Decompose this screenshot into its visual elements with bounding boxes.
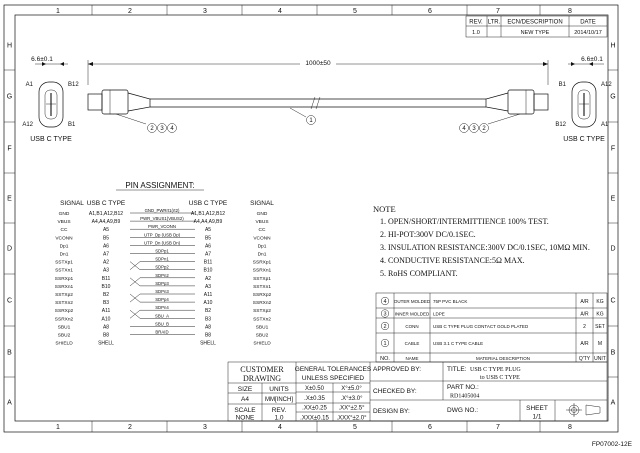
callout-2-left: 2 <box>150 126 154 133</box>
note-2: 2. HI-POT:300V DC/0.1SEC. <box>380 230 476 239</box>
dwg-no-label: DWG NO.: <box>447 407 479 414</box>
callout-1-cable: 1 <box>309 118 313 125</box>
title-value-line2: to USB C TYPE <box>480 375 520 381</box>
size-label: SIZE <box>237 386 253 393</box>
callout-4-right: 4 <box>462 126 466 133</box>
pin-assignment-title: PIN ASSIGNMENT: <box>125 181 195 190</box>
wire-label-7: SDPp2 <box>155 264 169 270</box>
bom-unit: KG <box>596 311 604 318</box>
right-pin-b12: B12 <box>555 122 566 128</box>
wire-label-6: SDPn1 <box>155 256 169 262</box>
units-label: UNITS <box>269 386 289 393</box>
projection-symbol-icon <box>566 403 600 417</box>
left-pin-a12: A12 <box>22 122 33 128</box>
right-pin-2: A5 <box>204 227 212 234</box>
tolerance-angular-3: .XXX°±2.0° <box>336 415 367 422</box>
left-signal-11: SSTXn2 <box>55 301 73 307</box>
grid-column-bottom-1: 1 <box>56 424 60 431</box>
bom-unit: SET <box>595 324 605 330</box>
general-tolerances: GENERAL TOLERANCES <box>294 366 372 373</box>
grid-row-right-C: C <box>610 297 616 305</box>
left-pin-b1: B1 <box>68 122 76 128</box>
bom-no: 1 <box>383 341 387 347</box>
left-pin-7: A3 <box>102 267 110 274</box>
grid-column-bottom-5: 5 <box>353 424 357 431</box>
right-signal-11: SSRXn2 <box>252 301 272 307</box>
right-signal-15: SBU2 <box>255 333 269 339</box>
cable-drawing <box>31 56 604 127</box>
revision-block <box>466 16 607 37</box>
left-pin-8: B11 <box>101 275 111 282</box>
right-pin-12: B2 <box>204 308 212 315</box>
bom-no: 2 <box>383 324 387 330</box>
bom-qty: A/R <box>580 341 589 347</box>
grid-column-top-3: 3 <box>203 8 207 15</box>
form-number: FP07002-12E <box>591 441 632 448</box>
wire-label-11: SDPp4 <box>155 297 169 303</box>
note-5: 5. RoHS COMPLIANT. <box>380 269 458 278</box>
grid-column-top-1: 1 <box>56 8 60 15</box>
pin-assignment-table <box>55 181 275 347</box>
right-signal-0: GND <box>256 212 268 217</box>
grid-column-top-8: 8 <box>568 8 572 15</box>
grid-row-left-D: D <box>6 245 13 253</box>
bom-name: OUTER MOLDED <box>393 299 431 304</box>
scale-label: SCALE <box>234 407 256 414</box>
grid-row-right-H: H <box>610 42 616 50</box>
wire-label-15: BRAID <box>155 329 169 335</box>
bill-of-materials <box>376 293 607 362</box>
right-pin-1: A4,A4,A9,B9 <box>193 219 223 226</box>
left-signal-2: CC <box>60 228 68 234</box>
right-signal-8: SSTXp1 <box>253 276 271 282</box>
left-pin-11: B3 <box>102 300 110 307</box>
tolerance-linear-2: .XX±0.25 <box>302 405 327 412</box>
wire-label-13: SBU_A <box>154 313 170 319</box>
bom-unit: KG <box>596 299 604 305</box>
length-dimension: 1000±50 <box>305 60 331 67</box>
left-pin-5: A7 <box>102 251 110 258</box>
customer-drawing-line2: DRAWING <box>242 374 282 383</box>
customer-drawing-line1: CUSTOMER <box>240 365 284 374</box>
date-value: 2014/10/17 <box>574 30 602 36</box>
bom-qty: 2 <box>583 324 586 330</box>
left-signal-1: VBUS <box>57 220 71 226</box>
left-pin-14: A8 <box>102 324 110 331</box>
size-value: A4 <box>241 396 249 403</box>
note-3: 3. INSULATION RESISTANCE:300V DC/0.1SEC, 10MΩ MIN. <box>380 243 590 252</box>
bom-material: 75P PVC BLACK <box>433 299 468 304</box>
ecn-value: NEW TYPE <box>520 30 550 36</box>
right-width-dimension: 6.6±0.1 <box>581 56 603 63</box>
left-pin-10: B2 <box>102 292 110 298</box>
left-signal-13: SSRXn2 <box>54 317 74 323</box>
callout-2-right: 2 <box>482 126 486 133</box>
ltr-header: LTR. <box>487 19 501 26</box>
part-no-label: PART NO.: <box>447 384 479 391</box>
right-pin-11: A10 <box>203 300 213 307</box>
right-signal-3: VCONN <box>253 236 271 242</box>
right-pin-3: B5 <box>204 235 212 242</box>
left-signal-12: SSRXp2 <box>54 309 74 315</box>
right-signal-12: SSTXp2 <box>253 309 271 315</box>
tolerance-angular-1: .X°±3.0° <box>340 395 363 402</box>
left-signal-0: GND <box>58 212 70 217</box>
callout-3-left: 3 <box>160 126 164 133</box>
bom-name: CONN <box>405 324 419 329</box>
grid-column-bottom-8: 8 <box>568 424 572 431</box>
left-signal-6: SSTXp1 <box>55 260 73 266</box>
right-pin-14: A8 <box>204 324 212 331</box>
rev-label: REV. <box>271 407 287 414</box>
right-pin-10: A11 <box>203 292 213 298</box>
approved-by: APPROVED BY: <box>373 366 422 373</box>
left-signal-15: SBU2 <box>57 333 71 339</box>
left-signal-4: Dp1 <box>59 244 69 250</box>
grid-column-top-5: 5 <box>353 8 357 15</box>
right-signal-16: SHIELD <box>253 341 271 347</box>
header-right-usbc: USB C TYPE <box>188 200 228 207</box>
right-signal-2: CC <box>258 228 266 234</box>
date-header: DATE <box>580 19 596 26</box>
bom-name: NAME <box>405 356 419 361</box>
header-left-signal: SIGNAL <box>60 200 84 207</box>
callout-3-right: 3 <box>472 126 476 133</box>
grid-row-right-A: A <box>610 399 616 407</box>
right-signal-5: Dn1 <box>257 252 267 258</box>
right-pin-6: B11 <box>203 259 213 266</box>
unless-specified: UNLESS SPECIFIED <box>301 375 365 382</box>
bom-no: 3 <box>383 311 387 318</box>
wire-label-2: PWR_VCONN <box>148 224 176 230</box>
ecn-header: ECN/DESCRIPTION <box>507 19 563 26</box>
left-pin-3: B5 <box>102 235 110 242</box>
grid-row-left-C: C <box>6 297 13 305</box>
header-left-usbc: USB C TYPE <box>86 200 126 207</box>
callout-4-left: 4 <box>170 126 174 133</box>
note-1: 1. OPEN/SHORT/INTERMITTIENCE 100% TEST. <box>380 217 549 226</box>
bom-unit: M <box>597 341 603 347</box>
grid-row-left-G: G <box>6 93 13 101</box>
grid-column-bottom-6: 6 <box>428 424 432 431</box>
right-signal-13: SSTXn2 <box>253 317 271 323</box>
left-signal-14: SBU1 <box>57 325 71 331</box>
right-pin-13: B3 <box>204 316 212 323</box>
wire-label-10: SDPn3 <box>155 289 169 294</box>
scale-value: NONE <box>235 414 255 422</box>
bom-qty: A/R <box>580 311 589 318</box>
left-pin-9: B10 <box>101 283 111 290</box>
right-signal-7: SSRXn1 <box>252 268 272 274</box>
right-signal-9: SSTXn1 <box>253 284 271 290</box>
checked-by: CHECKED BY: <box>373 388 417 395</box>
grid-column-top-7: 7 <box>496 8 500 15</box>
tolerance-linear-1: .X±0.35 <box>304 395 325 402</box>
right-pin-7: B10 <box>203 267 213 274</box>
left-signal-10: SSTXp2 <box>55 293 73 298</box>
left-pin-a1: A1 <box>25 82 33 88</box>
grid-row-right-G: G <box>610 93 616 101</box>
sheet-label: SHEET <box>526 405 548 412</box>
grid-row-right-D: D <box>610 245 616 253</box>
bom-qty: A/R <box>580 299 589 305</box>
bom-qty: Q'TY <box>578 356 591 362</box>
grid-column-top-2: 2 <box>128 8 132 15</box>
wire-label-1: PWR_VBUS1(VBUS2) <box>140 216 184 222</box>
grid-column-bottom-4: 4 <box>278 424 282 431</box>
bom-material: USB 3.1 C TYPE CABLE <box>433 341 484 346</box>
left-signal-3: VCONN <box>55 236 73 242</box>
bom-name: CABLE <box>404 341 420 346</box>
tolerance-angular-2: .XX°±2.5° <box>338 405 365 412</box>
design-by: DESIGN BY: <box>373 408 410 415</box>
wire-label-8: SDPn2 <box>155 272 169 278</box>
wire-label-5: SDPp1 <box>155 248 169 254</box>
grid-column-bottom-2: 2 <box>128 424 132 431</box>
left-signal-9: SSRXn1 <box>54 284 74 290</box>
part-no-value: RD1405004 <box>450 393 480 400</box>
title-value-line1: USB C TYPE PLUG <box>470 367 521 373</box>
right-pin-8: A2 <box>204 275 212 282</box>
left-pin-13: A10 <box>101 316 111 323</box>
grid-row-left-F: F <box>7 145 12 153</box>
left-pin-1: A4,A4,A9,B9 <box>91 219 121 226</box>
wire-label-12: SDPn4 <box>155 305 169 311</box>
right-pin-5: A7 <box>204 251 212 258</box>
tolerance-angular-0: X°±5.0° <box>341 386 362 392</box>
grid-row-left-E: E <box>7 195 12 203</box>
wire-label-0: GND_PWRrt1(rt2) <box>144 208 180 213</box>
sheet-value: 1/1 <box>532 413 542 421</box>
grid-column-bottom-3: 3 <box>203 424 207 431</box>
notes-block <box>373 204 590 278</box>
rev-header: REV. <box>469 19 483 26</box>
right-pin-16: SHELL <box>200 340 216 347</box>
left-pin-4: A6 <box>102 243 110 250</box>
note-4: 4. CONDUCTIVE RESISTANCE:5Ω MAX. <box>380 256 525 265</box>
bom-no: 4 <box>383 299 387 305</box>
right-connector-label: USB C TYPE <box>563 136 605 143</box>
title-block <box>228 362 607 422</box>
grid-column-top-4: 4 <box>278 8 282 15</box>
right-pin-a12: A12 <box>601 82 612 88</box>
right-pin-a1: A1 <box>601 122 609 128</box>
bom-no: NO. <box>380 356 390 362</box>
part-callouts <box>148 116 489 133</box>
right-pin-9: A3 <box>204 283 212 290</box>
grid-row-right-B: B <box>610 349 616 357</box>
left-signal-16: SHIELD <box>55 341 73 347</box>
wire-label-4: UTP_Dn (USB Dn) <box>143 240 181 246</box>
rev-value: 1.0 <box>472 30 480 36</box>
right-pin-0: A1,B1,A12,B12 <box>190 211 226 217</box>
right-pin-4: A6 <box>204 243 212 250</box>
right-signal-10: SSRXp2 <box>252 293 272 298</box>
grid-row-right-E: E <box>610 195 616 203</box>
rev-value-title: 1.0 <box>274 414 284 422</box>
bom-material: USB C TYPE PLUG CONTACT GOLD PLATED <box>433 324 529 329</box>
title-label: TITLE: <box>447 366 467 373</box>
wire-label-9: SDPp3 <box>155 280 169 286</box>
header-right-signal: SIGNAL <box>250 200 274 207</box>
left-pin-16: SHELL <box>98 340 114 347</box>
left-connector-label: USB C TYPE <box>30 136 72 143</box>
tolerance-linear-0: X±0.50 <box>305 386 324 392</box>
left-signal-7: SSTXn1 <box>55 268 73 274</box>
grid-column-top-6: 6 <box>428 8 432 15</box>
right-signal-14: SBU1 <box>255 325 269 331</box>
left-pin-2: A5 <box>102 227 110 234</box>
left-pin-b12: B12 <box>68 82 79 88</box>
bom-name: INNER MOLDED <box>394 311 430 317</box>
right-signal-4: Dp1 <box>257 244 267 250</box>
wire-label-3: UTP_Dp (USB Dp) <box>143 232 181 238</box>
bom-unit: UNIT <box>594 356 606 362</box>
left-signal-8: SSRXp1 <box>54 276 74 282</box>
right-signal-1: VBUS <box>255 220 269 226</box>
left-pin-15: B8 <box>102 332 110 339</box>
left-signal-5: Dn1 <box>59 252 69 258</box>
connector-pin-labels <box>22 82 612 143</box>
right-pin-b1: B1 <box>558 82 566 88</box>
bom-material: MATERIAL DESCRIPTION <box>475 356 531 361</box>
left-pin-6: A2 <box>102 259 110 266</box>
notes-title: NOTE <box>373 204 396 214</box>
grid-row-left-B: B <box>7 349 12 357</box>
right-pin-15: B8 <box>204 332 212 339</box>
left-width-dimension: 6.6±0.1 <box>31 56 53 63</box>
units-value: MM[INCH] <box>265 397 293 403</box>
left-pin-12: A11 <box>101 308 111 315</box>
grid-row-left-A: A <box>7 399 12 407</box>
right-signal-6: SSRXp1 <box>252 260 272 266</box>
tolerance-linear-3: .XXX±0.15 <box>300 415 329 422</box>
bom-material: LDPE <box>433 311 445 317</box>
left-pin-0: A1,B1,A12,B12 <box>88 211 124 217</box>
grid-row-left-H: H <box>6 42 13 50</box>
grid-column-bottom-7: 7 <box>496 424 500 431</box>
grid-row-right-F: F <box>610 145 616 153</box>
wire-label-14: SBU_B <box>154 321 170 327</box>
